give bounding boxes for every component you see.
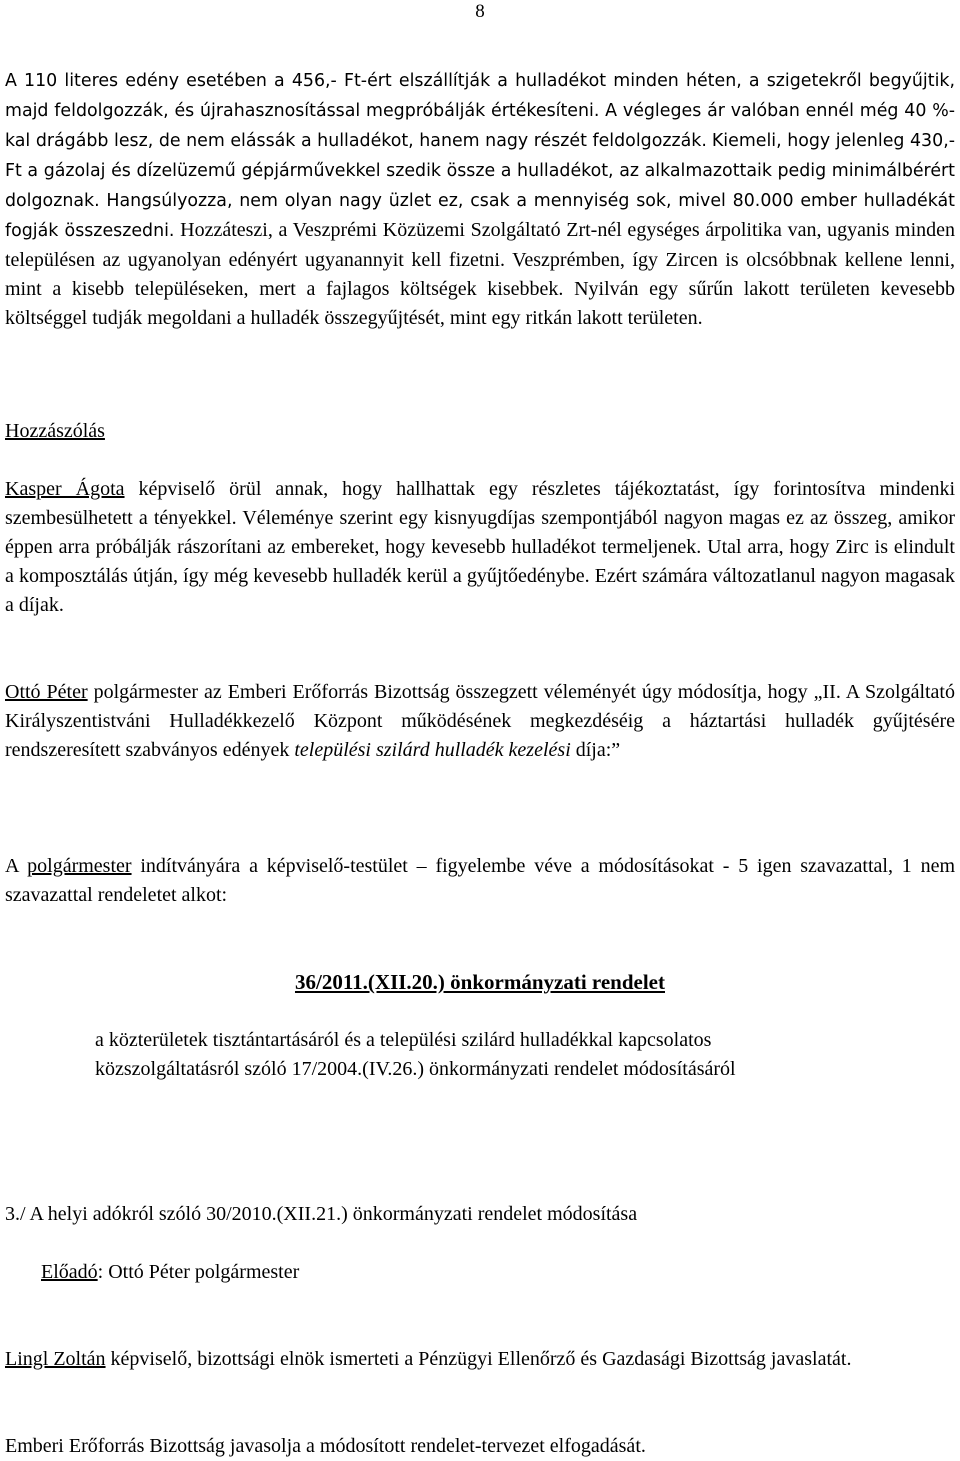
vote-text: indítványára a képviselő-testület – figyelembe véve a módosításokat - 5 igen szavazattal, 1 nem szavazattal rendeletet alkot: — [5, 855, 955, 906]
speaker-name: Kasper Ágota — [5, 478, 125, 500]
mayor-reference: polgármester — [27, 855, 132, 877]
sentence-fuel-wages: Kiemeli, hogy jelenleg 430,- Ft a gázolaj és dízelüzemű gépjárművekkel szedik össze a hulladékot, az alkalmazottaik pedig minimálbérért dolgoznak. Hangsúlyozza, nem olyan nagy üzlet ez, csak a mennyiség sok, mivel 80.000 ember hulladékát fogják összeszedni. — [5, 131, 955, 241]
sentence-veszprem-costs: Veszprémben, így Zircen is olcsóbbnak kellene lenni, mint a kisebb településeken, mert a fajlagos költségek kisebbek. — [5, 249, 955, 300]
decree-title: 36/2011.(XII.20.) önkormányzati rendelet — [294, 970, 665, 994]
heading-comment: Hozzászólás — [5, 420, 105, 442]
vote-prefix: A — [5, 855, 28, 877]
agenda-presenter — [41, 1258, 299, 1287]
page-number: 8 — [475, 1, 485, 22]
amendment-text: polgármester az Emberi Erőforrás Bizottság összegzett véleményét úgy módosítja, hogy „II. A Szolgáltató Királyszentistváni Hulladékkezelő Központ működésének megkezdéséig a háztartási hulladék gyűjtésére rendszeresített szabványos edények — [5, 681, 955, 761]
paragraph-committee-recommendation: Emberi Erőforrás Bizottság javasolja a módosított rendelet-tervezet elfogadását. — [5, 1435, 646, 1457]
paragraph-lingl — [5, 1345, 955, 1374]
presenter-label: Előadó — [41, 1261, 98, 1283]
amendment-italic-term: települési szilárd hulladék kezelési — [294, 739, 571, 761]
sentence-uniform-pricing: Hozzáteszi, a Veszprémi Közüzemi Szolgáltató Zrt-nél egységes árpolitika van, ugyanis minden településen az ugyanolyan edényért ugyanannyit kell fizetni. — [5, 219, 955, 271]
paragraph-vote — [5, 852, 955, 910]
committee-proposal-text: képviselő, bizottsági elnök ismerteti a Pénzügyi Ellenőrző és Gazdasági Bizottság javaslatát. — [105, 1348, 852, 1370]
paragraph-mayor-amendment — [5, 678, 955, 765]
speaker-name: Lingl Zoltán — [5, 1348, 106, 1370]
comment-text: képviselő örül annak, hogy hallhattak egy részletes tájékoztatást, így forintosítva mindenki szembesülhetett a tényekkel. Véleménye szerint egy kisnyugdíjas szempontjából nagyon magas ez az összeg, amikor éppen arra próbálják rászorítani az embereket, hogy kevesebb hulladékot termeljenek. Utal arra, hogy Zirc is elindult a komposztálás útján, így még kevesebb hulladék kerül a gyűjtőedénybe. Ezért számára változatlanul nagyon magasak a díjak. — [5, 478, 955, 616]
paragraph-waste-pricing — [5, 66, 955, 333]
paragraph-kasper-comment — [5, 475, 955, 620]
sentence-collection-price: A 110 literes edény esetében a 456,- Ft-ért elszállítják a hulladékot minden héten, a szigetekről begyűjtik, majd feldolgozzák, és újrahasznosítással megpróbálják értékesíteni. A végleges ár valóban ennél még 40 %-kal drágább lesz, de nem elássák a hulladékot, hanem nagy részét feldolgozzák. — [5, 71, 955, 151]
agenda-item: 3./ A helyi adókról szóló 30/2010.(XII.21.) önkormányzati rendelet módosítása — [5, 1203, 638, 1225]
amendment-text-end: díja:” — [570, 739, 621, 761]
sentence-density-costs: Nyilván egy sűrűn lakott területen kevesebb költséggel tudják megoldani a hulladék összegyűjtését, mint egy ritkán lakott területen. — [5, 278, 955, 329]
decree-subtitle-line-1: a közterületek tisztántartásáról és a települési szilárd hulladékkal kapcsolatos — [95, 1029, 712, 1051]
decree-subtitle-line-2: közszolgáltatásról szóló 17/2004.(IV.26.) önkormányzati rendelet módosításáról — [95, 1058, 736, 1080]
speaker-name: Ottó Péter — [5, 681, 88, 703]
presenter-name: : Ottó Péter polgármester — [97, 1261, 300, 1283]
